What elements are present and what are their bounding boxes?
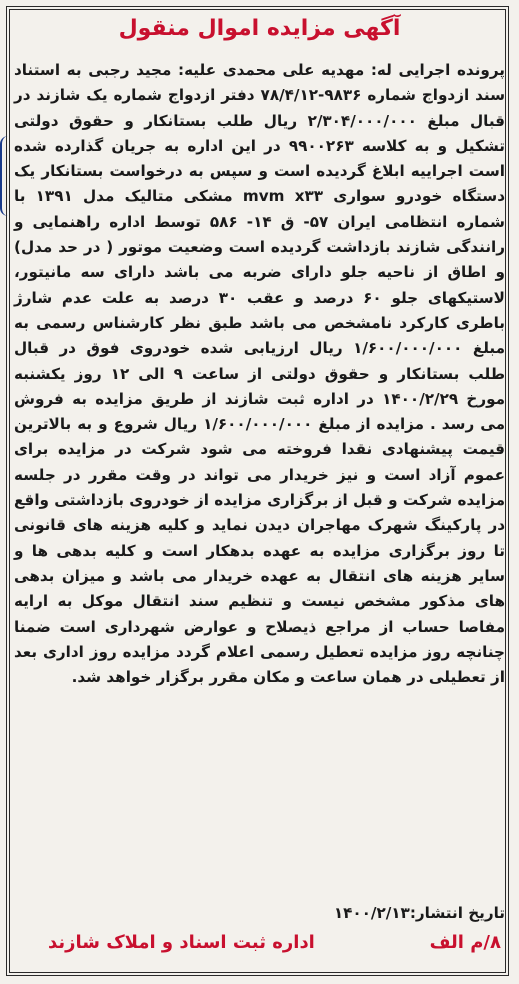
stamp-mark [0,136,8,216]
notice-code: ۸/م الف [429,932,501,953]
notice-body-text: پرونده اجرایی له: مهدیه علی محمدی علیه: مجید رجبی به استناد سند ازدواج شماره ۹۸۳۶-۷۸/۴/۱۲ دفتر ازدواج شماره یک شازند در قبال مبلغ ۲/۳۰۴/۰۰۰/۰۰۰ ریال طلب بستانکار و حقوق دولتی تشکیل و به کلاسه ۹۹۰۰۲۶۳ در این اداره به جریان گذارده شده است اجراییه ابلاغ گردیده است و سپس به درخواست بستانکار یک دستگاه خودرو سواری mvm x۳۳ مشکی متالیک مدل ۱۳۹۱ با شماره انتظامی ایران ۵۷- ق ۱۴- ۵۸۶ توسط اداره راهنمایی و رانندگی شازند بازداشت گردیده است وضعیت موتور ( در حد مدل) و اطاق از ناحیه جلو دارای ضربه می باشد دارای سه مانیتور، لاستیکهای جلو ۶۰ درصد و عقب ۳۰ درصد به علت عدم شارژ باطری کارکرد نامشخص می باشد طبق نظر کارشناس رسمی به مبلغ ۱/۶۰۰/۰۰۰/۰۰۰ ریال ارزیابی شده خودروی فوق در قبال طلب بستانکار و حقوق دولتی از ساعت ۹ الی ۱۲ روز یکشنبه مورخ ۱۴۰۰/۲/۲۹ در اداره ثبت شازند از طریق مزایده به فروش می رسد . مزایده از مبلغ ۱/۶۰۰/۰۰۰/۰۰۰ ریال شروع و به بالاترین قیمت پیشنهادی نقدا فروخته می شود شرکت در مزایده برای عموم آزاد است و نیز خریدار می تواند در وقت مقرر در جلسه مزایده شرکت و قبل از برگزاری مزایده از خودروی بازداشتی واقع در پارکینگ شهرک مهاجران دیدن نماید و کلیه هزینه های قانونی تا روز برگزاری مزایده به عهده بدهکار است و کلیه بدهی ها و سایر هزینه های انتقال به عهده خریدار می باشد و میزان بدهی های مذکور مشخص نیست و تنظیم سند انتقال موکل به ارایه مفاصا حساب از مراجع ذیصلاح و عوارض شهرداری است ضمنا چنانچه روز مزایده تعطیل رسمی اعلام گردد مزایده روز اداری بعد از تعطیلی در همان ساعت و مکان مقرر برگزار خواهد شد. [14,61,506,687]
notice-title: آگهی مزایده اموال منقول [118,16,401,41]
publish-date: تاریخ انتشار:۱۴۰۰/۲/۱۳ [333,904,505,922]
notice-footer [14,932,505,964]
issuing-office: اداره ثبت اسناد و املاک شازند [48,932,315,953]
notice-body [14,58,505,690]
